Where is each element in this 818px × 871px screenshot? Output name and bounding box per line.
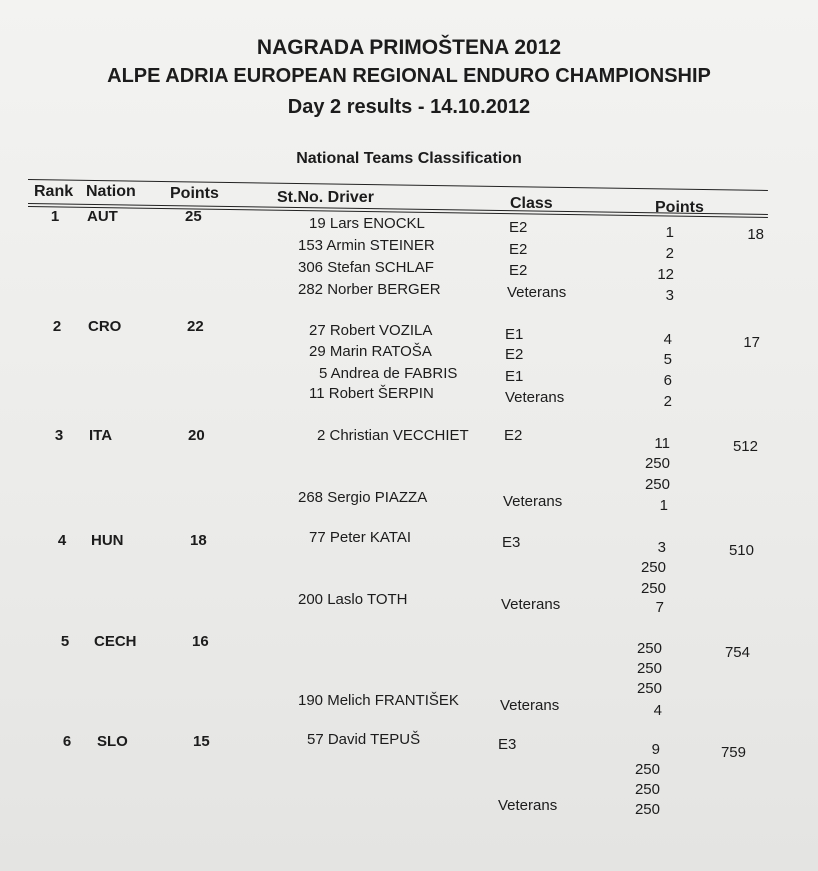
driver-row xyxy=(0,640,818,660)
driver-class: E2 xyxy=(509,219,528,236)
driver-points: 250 xyxy=(636,660,662,677)
team-points: 20 xyxy=(188,427,205,444)
header-nation: Nation xyxy=(86,183,136,200)
driver-points: 250 xyxy=(644,455,670,472)
team-points: 16 xyxy=(192,633,209,650)
team-total: 18 xyxy=(747,226,764,243)
header-top-rule xyxy=(28,179,768,191)
driver-points: 250 xyxy=(634,761,660,778)
driver-name: 306 Stefan SCHLAF xyxy=(298,259,434,276)
team-rank: 5 xyxy=(60,633,70,650)
driver-points: 1 xyxy=(659,497,668,514)
driver-class: E3 xyxy=(502,534,521,551)
driver-name: 11 Robert ŠERPIN xyxy=(309,385,434,402)
driver-name: 153 Armin STEINER xyxy=(298,237,435,254)
team-nation: SLO xyxy=(97,733,128,750)
driver-row xyxy=(0,489,818,514)
driver-points: 3 xyxy=(665,287,674,304)
driver-row xyxy=(0,797,818,817)
team-rank: 1 xyxy=(50,208,60,225)
driver-row xyxy=(0,559,818,579)
team-rank: 2 xyxy=(52,318,62,335)
driver-points: 6 xyxy=(663,372,672,389)
driver-class: Veterans xyxy=(507,284,567,301)
driver-points: 250 xyxy=(634,801,660,818)
driver-row xyxy=(0,365,818,389)
driver-points: 9 xyxy=(651,741,660,758)
driver-class: Veterans xyxy=(498,797,558,814)
driver-points: 250 xyxy=(640,580,666,597)
driver-points: 11 xyxy=(654,435,670,452)
team-total: 17 xyxy=(743,334,760,351)
results-date-title: Day 2 results - 14.10.2012 xyxy=(287,96,531,118)
event-title: NAGRADA PRIMOŠTENA 2012 xyxy=(256,36,562,59)
driver-name: 77 Peter KATAI xyxy=(309,529,411,546)
driver-class: Veterans xyxy=(500,697,560,714)
team-total: 754 xyxy=(724,644,750,661)
driver-row xyxy=(0,591,818,616)
driver-points: 250 xyxy=(634,781,660,798)
team-rank: 3 xyxy=(54,427,64,444)
driver-points: 3 xyxy=(657,539,666,556)
driver-name: 19 Lars ENOCKL xyxy=(309,215,425,232)
driver-name: 190 Melich FRANTIŠEK xyxy=(298,692,459,709)
team-points: 25 xyxy=(185,208,202,225)
championship-title: ALPE ADRIA EUROPEAN REGIONAL ENDURO CHAMPIONSHIP xyxy=(107,65,711,87)
header-driver-points: Points xyxy=(655,199,704,216)
driver-class: Veterans xyxy=(501,596,561,613)
classification-subtitle: National Teams Classification xyxy=(296,150,522,167)
driver-row xyxy=(0,660,818,680)
team-nation: AUT xyxy=(87,208,118,225)
driver-row xyxy=(0,259,818,283)
header-stno-driver: St.No. Driver xyxy=(277,189,374,206)
driver-points: 2 xyxy=(665,245,674,262)
driver-row xyxy=(0,343,818,368)
driver-row xyxy=(0,237,818,262)
driver-points: 2 xyxy=(663,393,672,410)
team-total: 510 xyxy=(728,542,754,559)
driver-points: 250 xyxy=(640,559,666,576)
driver-row xyxy=(0,215,818,241)
driver-name: 27 Robert VOZILA xyxy=(309,322,433,339)
driver-points: 250 xyxy=(636,680,662,697)
driver-class: E3 xyxy=(498,736,517,753)
team-points: 18 xyxy=(190,532,207,549)
driver-name: 2 Christian VECCHIET xyxy=(317,427,469,444)
team-rank: 6 xyxy=(62,733,72,750)
driver-class: E1 xyxy=(505,368,524,385)
driver-class: Veterans xyxy=(503,493,563,510)
driver-row xyxy=(0,385,818,410)
team-nation: CRO xyxy=(88,318,122,335)
team-total: 759 xyxy=(720,744,746,761)
driver-row xyxy=(0,455,818,475)
driver-name: 57 David TEPUŠ xyxy=(307,731,421,748)
driver-points: 1 xyxy=(665,224,674,241)
driver-class: E2 xyxy=(509,241,528,258)
driver-points: 4 xyxy=(663,331,672,348)
driver-class: E1 xyxy=(505,326,524,343)
driver-points: 12 xyxy=(657,266,674,283)
driver-points: 4 xyxy=(653,702,662,719)
team-nation: ITA xyxy=(89,427,113,444)
team-nation: HUN xyxy=(91,532,124,549)
team-nation: CECH xyxy=(94,633,137,650)
driver-name: 268 Sergio PIAZZA xyxy=(298,489,428,506)
header-rank: Rank xyxy=(34,183,74,200)
driver-name: 5 Andrea de FABRIS xyxy=(319,365,458,382)
header-points: Points xyxy=(170,185,219,202)
team-points: 15 xyxy=(193,733,210,750)
driver-row xyxy=(0,692,818,719)
driver-row xyxy=(0,427,818,452)
driver-row xyxy=(0,761,818,781)
driver-points: 5 xyxy=(663,351,672,368)
team-points: 22 xyxy=(187,318,204,335)
driver-name: 200 Laslo TOTH xyxy=(298,591,408,608)
header-class: Class xyxy=(510,195,553,212)
driver-row xyxy=(0,281,818,304)
driver-class: Veterans xyxy=(505,389,565,406)
driver-class: E2 xyxy=(504,427,523,444)
team-rank: 4 xyxy=(57,532,67,549)
driver-points: 7 xyxy=(655,599,664,616)
team-total: 512 xyxy=(732,438,758,455)
driver-name: 282 Norber BERGER xyxy=(298,281,441,298)
driver-points: 250 xyxy=(644,476,670,493)
driver-class: E2 xyxy=(505,346,524,363)
driver-class: E2 xyxy=(509,262,528,279)
driver-name: 29 Marin RATOŠA xyxy=(309,343,432,360)
driver-points: 250 xyxy=(636,640,662,657)
